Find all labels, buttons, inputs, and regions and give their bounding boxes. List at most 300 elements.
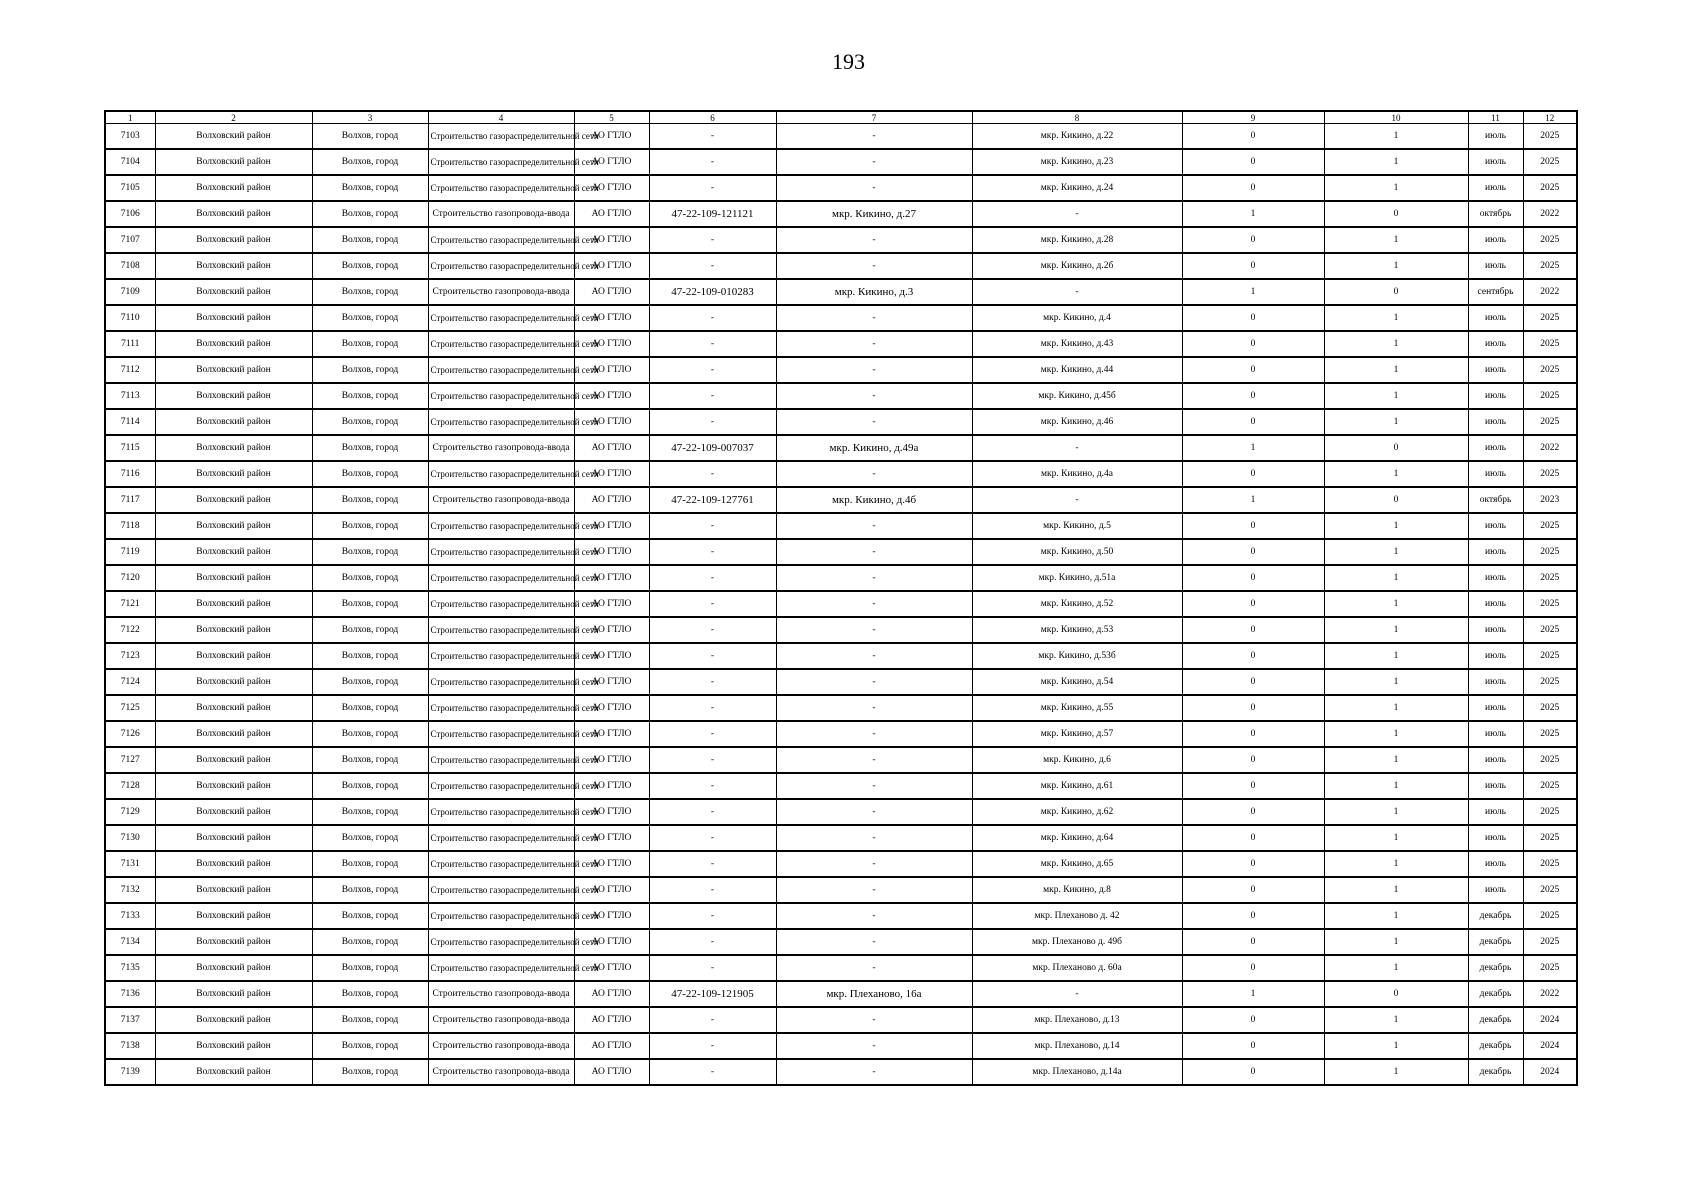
cell-count-network: 0 bbox=[1324, 435, 1468, 461]
cell-address-network: мкр. Плеханово д. 60а bbox=[972, 955, 1182, 981]
cell-row-number: 7113 bbox=[105, 383, 155, 409]
cell-object-code: - bbox=[649, 175, 776, 201]
cell-row-number: 7103 bbox=[105, 124, 155, 150]
cell-organization: АО ГТЛО bbox=[574, 487, 649, 513]
cell-count-network: 1 bbox=[1324, 929, 1468, 955]
cell-count-network: 1 bbox=[1324, 513, 1468, 539]
cell-month: июль bbox=[1468, 565, 1523, 591]
cell-object-code: - bbox=[649, 591, 776, 617]
cell-count-network: 1 bbox=[1324, 539, 1468, 565]
cell-district: Волховский район bbox=[155, 695, 312, 721]
cell-organization: АО ГТЛО bbox=[574, 305, 649, 331]
cell-month: июль bbox=[1468, 539, 1523, 565]
cell-settlement: Волхов, город bbox=[312, 565, 428, 591]
cell-object-code: - bbox=[649, 357, 776, 383]
cell-object-code: - bbox=[649, 253, 776, 279]
cell-count-input: 0 bbox=[1182, 669, 1324, 695]
cell-organization: АО ГТЛО bbox=[574, 461, 649, 487]
table-row bbox=[105, 773, 1577, 799]
cell-work-type: Строительство газораспределительной сети bbox=[428, 513, 574, 539]
cell-organization: АО ГТЛО bbox=[574, 357, 649, 383]
cell-row-number: 7120 bbox=[105, 565, 155, 591]
cell-organization: АО ГТЛО bbox=[574, 253, 649, 279]
cell-month: июль bbox=[1468, 305, 1523, 331]
cell-organization: АО ГТЛО bbox=[574, 409, 649, 435]
cell-organization: АО ГТЛО bbox=[574, 1033, 649, 1059]
cell-month: июль bbox=[1468, 773, 1523, 799]
cell-object-code: - bbox=[649, 773, 776, 799]
cell-count-network: 0 bbox=[1324, 201, 1468, 227]
cell-address-network: мкр. Кикино, д.6 bbox=[972, 747, 1182, 773]
cell-district: Волховский район bbox=[155, 124, 312, 150]
cell-row-number: 7104 bbox=[105, 149, 155, 175]
cell-address-input: - bbox=[776, 149, 972, 175]
cell-object-code: - bbox=[649, 149, 776, 175]
cell-organization: АО ГТЛО bbox=[574, 669, 649, 695]
cell-row-number: 7125 bbox=[105, 695, 155, 721]
cell-organization: АО ГТЛО bbox=[574, 929, 649, 955]
cell-work-type: Строительство газораспределительной сети bbox=[428, 539, 574, 565]
cell-settlement: Волхов, город bbox=[312, 201, 428, 227]
cell-row-number: 7135 bbox=[105, 955, 155, 981]
table-row bbox=[105, 1007, 1577, 1033]
cell-address-network: мкр. Плеханово, д.14 bbox=[972, 1033, 1182, 1059]
cell-row-number: 7121 bbox=[105, 591, 155, 617]
cell-count-network: 1 bbox=[1324, 1033, 1468, 1059]
cell-year: 2025 bbox=[1523, 305, 1577, 331]
cell-month: октябрь bbox=[1468, 201, 1523, 227]
cell-count-network: 1 bbox=[1324, 955, 1468, 981]
cell-year: 2025 bbox=[1523, 955, 1577, 981]
cell-count-network: 1 bbox=[1324, 851, 1468, 877]
cell-settlement: Волхов, город bbox=[312, 357, 428, 383]
cell-address-network: мкр. Кикино, д.51а bbox=[972, 565, 1182, 591]
cell-month: июль bbox=[1468, 331, 1523, 357]
cell-address-network: мкр. Кикино, д.52 bbox=[972, 591, 1182, 617]
cell-count-input: 0 bbox=[1182, 1033, 1324, 1059]
table-row bbox=[105, 981, 1577, 1007]
table-row bbox=[105, 825, 1577, 851]
cell-year: 2025 bbox=[1523, 175, 1577, 201]
cell-address-input: - bbox=[776, 669, 972, 695]
cell-row-number: 7132 bbox=[105, 877, 155, 903]
cell-count-network: 1 bbox=[1324, 124, 1468, 150]
cell-count-input: 0 bbox=[1182, 539, 1324, 565]
page-number: 193 bbox=[832, 49, 865, 74]
cell-row-number: 7107 bbox=[105, 227, 155, 253]
cell-work-type: Строительство газораспределительной сети bbox=[428, 331, 574, 357]
cell-year: 2025 bbox=[1523, 149, 1577, 175]
cell-row-number: 7127 bbox=[105, 747, 155, 773]
cell-count-network: 1 bbox=[1324, 617, 1468, 643]
cell-row-number: 7114 bbox=[105, 409, 155, 435]
cell-address-network: мкр. Кикино, д.2б bbox=[972, 253, 1182, 279]
cell-organization: АО ГТЛО bbox=[574, 279, 649, 305]
cell-work-type: Строительство газораспределительной сети bbox=[428, 695, 574, 721]
cell-address-input: - bbox=[776, 513, 972, 539]
cell-settlement: Волхов, город bbox=[312, 305, 428, 331]
cell-year: 2025 bbox=[1523, 331, 1577, 357]
cell-month: октябрь bbox=[1468, 487, 1523, 513]
cell-month: июль bbox=[1468, 799, 1523, 825]
column-header: 2 bbox=[155, 111, 312, 124]
cell-year: 2022 bbox=[1523, 201, 1577, 227]
table-row bbox=[105, 461, 1577, 487]
cell-month: июль bbox=[1468, 513, 1523, 539]
cell-district: Волховский район bbox=[155, 227, 312, 253]
cell-settlement: Волхов, город bbox=[312, 903, 428, 929]
cell-address-network: мкр. Кикино, д.65 bbox=[972, 851, 1182, 877]
cell-row-number: 7105 bbox=[105, 175, 155, 201]
cell-organization: АО ГТЛО bbox=[574, 175, 649, 201]
cell-address-network: мкр. Кикино, д.24 bbox=[972, 175, 1182, 201]
cell-work-type: Строительство газораспределительной сети bbox=[428, 643, 574, 669]
cell-address-input: - bbox=[776, 175, 972, 201]
cell-month: июль bbox=[1468, 357, 1523, 383]
cell-row-number: 7123 bbox=[105, 643, 155, 669]
cell-work-type: Строительство газопровода-ввода bbox=[428, 1033, 574, 1059]
cell-work-type: Строительство газопровода-ввода bbox=[428, 201, 574, 227]
cell-work-type: Строительство газораспределительной сети bbox=[428, 825, 574, 851]
cell-year: 2025 bbox=[1523, 695, 1577, 721]
cell-year: 2024 bbox=[1523, 1033, 1577, 1059]
cell-month: декабрь bbox=[1468, 903, 1523, 929]
cell-organization: АО ГТЛО bbox=[574, 227, 649, 253]
cell-address-network: - bbox=[972, 279, 1182, 305]
cell-work-type: Строительство газораспределительной сети bbox=[428, 124, 574, 150]
cell-work-type: Строительство газораспределительной сети bbox=[428, 747, 574, 773]
cell-year: 2025 bbox=[1523, 383, 1577, 409]
cell-object-code: - bbox=[649, 617, 776, 643]
cell-count-network: 1 bbox=[1324, 747, 1468, 773]
cell-month: июль bbox=[1468, 227, 1523, 253]
cell-count-input: 0 bbox=[1182, 617, 1324, 643]
cell-organization: АО ГТЛО bbox=[574, 643, 649, 669]
cell-year: 2025 bbox=[1523, 721, 1577, 747]
cell-settlement: Волхов, город bbox=[312, 929, 428, 955]
cell-address-input: - bbox=[776, 1033, 972, 1059]
cell-district: Волховский район bbox=[155, 513, 312, 539]
cell-settlement: Волхов, город bbox=[312, 149, 428, 175]
cell-district: Волховский район bbox=[155, 435, 312, 461]
cell-address-network: мкр. Кикино, д.62 bbox=[972, 799, 1182, 825]
cell-row-number: 7136 bbox=[105, 981, 155, 1007]
cell-work-type: Строительство газораспределительной сети bbox=[428, 591, 574, 617]
cell-address-input: мкр. Кикино, д.27 bbox=[776, 201, 972, 227]
column-header: 1 bbox=[105, 111, 155, 124]
cell-count-input: 0 bbox=[1182, 1059, 1324, 1085]
cell-month: июль bbox=[1468, 877, 1523, 903]
cell-work-type: Строительство газораспределительной сети bbox=[428, 721, 574, 747]
table-row bbox=[105, 357, 1577, 383]
cell-district: Волховский район bbox=[155, 1007, 312, 1033]
cell-address-network: мкр. Кикино, д.22 bbox=[972, 124, 1182, 150]
cell-work-type: Строительство газопровода-ввода bbox=[428, 487, 574, 513]
table-row bbox=[105, 227, 1577, 253]
cell-organization: АО ГТЛО bbox=[574, 877, 649, 903]
cell-count-input: 0 bbox=[1182, 357, 1324, 383]
cell-count-network: 1 bbox=[1324, 643, 1468, 669]
table-row bbox=[105, 799, 1577, 825]
cell-settlement: Волхов, город bbox=[312, 409, 428, 435]
cell-organization: АО ГТЛО bbox=[574, 1007, 649, 1033]
cell-address-input: - bbox=[776, 357, 972, 383]
cell-work-type: Строительство газораспределительной сети bbox=[428, 227, 574, 253]
cell-row-number: 7126 bbox=[105, 721, 155, 747]
cell-address-input: - bbox=[776, 695, 972, 721]
cell-work-type: Строительство газораспределительной сети bbox=[428, 253, 574, 279]
cell-object-code: - bbox=[649, 929, 776, 955]
cell-organization: АО ГТЛО bbox=[574, 695, 649, 721]
cell-count-input: 0 bbox=[1182, 929, 1324, 955]
cell-row-number: 7129 bbox=[105, 799, 155, 825]
cell-object-code: - bbox=[649, 227, 776, 253]
cell-organization: АО ГТЛО bbox=[574, 591, 649, 617]
cell-row-number: 7137 bbox=[105, 1007, 155, 1033]
column-header: 7 bbox=[776, 111, 972, 124]
cell-month: июль bbox=[1468, 643, 1523, 669]
cell-district: Волховский район bbox=[155, 253, 312, 279]
cell-address-input: мкр. Кикино, д.49а bbox=[776, 435, 972, 461]
cell-organization: АО ГТЛО bbox=[574, 825, 649, 851]
table-row bbox=[105, 201, 1577, 227]
cell-count-input: 1 bbox=[1182, 279, 1324, 305]
cell-organization: АО ГТЛО bbox=[574, 981, 649, 1007]
cell-month: декабрь bbox=[1468, 981, 1523, 1007]
cell-address-network: мкр. Кикино, д.61 bbox=[972, 773, 1182, 799]
table-row bbox=[105, 877, 1577, 903]
table-row bbox=[105, 955, 1577, 981]
cell-settlement: Волхов, город bbox=[312, 331, 428, 357]
cell-settlement: Волхов, город bbox=[312, 721, 428, 747]
cell-count-input: 0 bbox=[1182, 124, 1324, 150]
cell-object-code: - bbox=[649, 1059, 776, 1085]
cell-year: 2025 bbox=[1523, 877, 1577, 903]
cell-organization: АО ГТЛО bbox=[574, 799, 649, 825]
cell-count-input: 0 bbox=[1182, 461, 1324, 487]
cell-organization: АО ГТЛО bbox=[574, 773, 649, 799]
table-row bbox=[105, 903, 1577, 929]
cell-district: Волховский район bbox=[155, 617, 312, 643]
cell-address-input: мкр. Кикино, д.3 bbox=[776, 279, 972, 305]
cell-object-code: - bbox=[649, 124, 776, 150]
cell-month: июль bbox=[1468, 591, 1523, 617]
table-row bbox=[105, 695, 1577, 721]
column-header: 3 bbox=[312, 111, 428, 124]
cell-count-network: 1 bbox=[1324, 877, 1468, 903]
cell-settlement: Волхов, город bbox=[312, 435, 428, 461]
cell-address-input: мкр. Плеханово, 16а bbox=[776, 981, 972, 1007]
cell-address-input: - bbox=[776, 331, 972, 357]
cell-object-code: - bbox=[649, 747, 776, 773]
cell-organization: АО ГТЛО bbox=[574, 747, 649, 773]
cell-row-number: 7133 bbox=[105, 903, 155, 929]
column-header: 9 bbox=[1182, 111, 1324, 124]
cell-year: 2025 bbox=[1523, 929, 1577, 955]
cell-district: Волховский район bbox=[155, 331, 312, 357]
cell-month: июль bbox=[1468, 383, 1523, 409]
table-row bbox=[105, 669, 1577, 695]
cell-year: 2025 bbox=[1523, 409, 1577, 435]
cell-object-code: - bbox=[649, 383, 776, 409]
cell-year: 2025 bbox=[1523, 539, 1577, 565]
cell-row-number: 7111 bbox=[105, 331, 155, 357]
cell-work-type: Строительство газопровода-ввода bbox=[428, 981, 574, 1007]
cell-work-type: Строительство газораспределительной сети bbox=[428, 955, 574, 981]
cell-district: Волховский район bbox=[155, 149, 312, 175]
cell-address-input: - bbox=[776, 461, 972, 487]
cell-count-input: 0 bbox=[1182, 851, 1324, 877]
cell-organization: АО ГТЛО bbox=[574, 201, 649, 227]
cell-row-number: 7139 bbox=[105, 1059, 155, 1085]
cell-work-type: Строительство газораспределительной сети bbox=[428, 565, 574, 591]
cell-district: Волховский район bbox=[155, 747, 312, 773]
cell-work-type: Строительство газопровода-ввода bbox=[428, 1059, 574, 1085]
cell-object-code: - bbox=[649, 1033, 776, 1059]
cell-settlement: Волхов, город bbox=[312, 955, 428, 981]
cell-row-number: 7116 bbox=[105, 461, 155, 487]
data-table bbox=[104, 110, 1578, 1086]
cell-address-network: мкр. Кикино, д.55 bbox=[972, 695, 1182, 721]
cell-organization: АО ГТЛО bbox=[574, 513, 649, 539]
cell-address-network: мкр. Кикино, д.23 bbox=[972, 149, 1182, 175]
cell-settlement: Волхов, город bbox=[312, 124, 428, 150]
cell-work-type: Строительство газораспределительной сети bbox=[428, 305, 574, 331]
cell-organization: АО ГТЛО bbox=[574, 331, 649, 357]
cell-count-input: 0 bbox=[1182, 591, 1324, 617]
cell-district: Волховский район bbox=[155, 1059, 312, 1085]
cell-district: Волховский район bbox=[155, 955, 312, 981]
cell-address-network: мкр. Кикино, д.4 bbox=[972, 305, 1182, 331]
cell-row-number: 7131 bbox=[105, 851, 155, 877]
cell-count-input: 0 bbox=[1182, 227, 1324, 253]
cell-month: декабрь bbox=[1468, 1007, 1523, 1033]
cell-year: 2025 bbox=[1523, 903, 1577, 929]
cell-address-network: мкр. Кикино, д.64 bbox=[972, 825, 1182, 851]
cell-organization: АО ГТЛО bbox=[574, 851, 649, 877]
cell-object-code: 47-22-109-127761 bbox=[649, 487, 776, 513]
cell-count-network: 1 bbox=[1324, 695, 1468, 721]
cell-district: Волховский район bbox=[155, 591, 312, 617]
cell-object-code: - bbox=[649, 825, 776, 851]
cell-address-network: мкр. Кикино, д.8 bbox=[972, 877, 1182, 903]
cell-month: декабрь bbox=[1468, 955, 1523, 981]
cell-address-input: - bbox=[776, 591, 972, 617]
cell-organization: АО ГТЛО bbox=[574, 565, 649, 591]
cell-district: Волховский район bbox=[155, 565, 312, 591]
cell-count-network: 1 bbox=[1324, 669, 1468, 695]
cell-count-input: 1 bbox=[1182, 981, 1324, 1007]
cell-year: 2025 bbox=[1523, 253, 1577, 279]
cell-count-network: 1 bbox=[1324, 253, 1468, 279]
cell-year: 2025 bbox=[1523, 669, 1577, 695]
cell-address-input: - bbox=[776, 799, 972, 825]
cell-work-type: Строительство газораспределительной сети bbox=[428, 851, 574, 877]
cell-address-network: мкр. Кикино, д.57 bbox=[972, 721, 1182, 747]
cell-year: 2024 bbox=[1523, 1059, 1577, 1085]
cell-count-input: 0 bbox=[1182, 799, 1324, 825]
cell-district: Волховский район bbox=[155, 721, 312, 747]
cell-count-network: 1 bbox=[1324, 565, 1468, 591]
cell-month: июль bbox=[1468, 747, 1523, 773]
table-row bbox=[105, 747, 1577, 773]
cell-count-network: 1 bbox=[1324, 149, 1468, 175]
cell-count-network: 1 bbox=[1324, 175, 1468, 201]
cell-month: декабрь bbox=[1468, 1059, 1523, 1085]
cell-work-type: Строительство газопровода-ввода bbox=[428, 435, 574, 461]
cell-object-code: - bbox=[649, 409, 776, 435]
cell-work-type: Строительство газораспределительной сети bbox=[428, 409, 574, 435]
cell-count-network: 1 bbox=[1324, 1007, 1468, 1033]
cell-settlement: Волхов, город bbox=[312, 279, 428, 305]
cell-address-input: - bbox=[776, 565, 972, 591]
cell-work-type: Строительство газораспределительной сети bbox=[428, 383, 574, 409]
cell-district: Волховский район bbox=[155, 981, 312, 1007]
cell-address-network: мкр. Кикино, д.4а bbox=[972, 461, 1182, 487]
cell-settlement: Волхов, город bbox=[312, 669, 428, 695]
table-row bbox=[105, 435, 1577, 461]
cell-year: 2022 bbox=[1523, 435, 1577, 461]
cell-count-input: 0 bbox=[1182, 331, 1324, 357]
cell-organization: АО ГТЛО bbox=[574, 617, 649, 643]
cell-address-network: мкр. Кикино, д.5 bbox=[972, 513, 1182, 539]
cell-count-network: 1 bbox=[1324, 227, 1468, 253]
table-row bbox=[105, 305, 1577, 331]
cell-object-code: - bbox=[649, 695, 776, 721]
header-row bbox=[105, 111, 1577, 124]
cell-address-input: мкр. Кикино, д.4б bbox=[776, 487, 972, 513]
cell-settlement: Волхов, город bbox=[312, 513, 428, 539]
cell-address-network: мкр. Кикино, д.43 bbox=[972, 331, 1182, 357]
cell-address-network: мкр. Плеханово, д.14а bbox=[972, 1059, 1182, 1085]
cell-settlement: Волхов, город bbox=[312, 643, 428, 669]
cell-count-network: 1 bbox=[1324, 799, 1468, 825]
cell-district: Волховский район bbox=[155, 903, 312, 929]
cell-year: 2025 bbox=[1523, 513, 1577, 539]
cell-count-network: 1 bbox=[1324, 305, 1468, 331]
cell-district: Волховский район bbox=[155, 799, 312, 825]
cell-year: 2025 bbox=[1523, 773, 1577, 799]
cell-row-number: 7117 bbox=[105, 487, 155, 513]
cell-month: июль bbox=[1468, 721, 1523, 747]
cell-year: 2025 bbox=[1523, 591, 1577, 617]
cell-object-code: - bbox=[649, 565, 776, 591]
cell-district: Волховский район bbox=[155, 305, 312, 331]
cell-address-network: мкр. Кикино, д.45б bbox=[972, 383, 1182, 409]
cell-month: июль bbox=[1468, 851, 1523, 877]
cell-count-input: 0 bbox=[1182, 1007, 1324, 1033]
table-row bbox=[105, 383, 1577, 409]
cell-district: Волховский район bbox=[155, 409, 312, 435]
table-row bbox=[105, 721, 1577, 747]
cell-object-code: 47-22-109-010283 bbox=[649, 279, 776, 305]
cell-count-input: 0 bbox=[1182, 409, 1324, 435]
cell-district: Волховский район bbox=[155, 357, 312, 383]
cell-count-network: 0 bbox=[1324, 487, 1468, 513]
cell-row-number: 7108 bbox=[105, 253, 155, 279]
cell-address-network: мкр. Плеханово д. 42 bbox=[972, 903, 1182, 929]
cell-count-input: 0 bbox=[1182, 721, 1324, 747]
cell-row-number: 7134 bbox=[105, 929, 155, 955]
table-row bbox=[105, 279, 1577, 305]
cell-settlement: Волхов, город bbox=[312, 1007, 428, 1033]
cell-settlement: Волхов, город bbox=[312, 253, 428, 279]
cell-year: 2025 bbox=[1523, 461, 1577, 487]
cell-year: 2025 bbox=[1523, 825, 1577, 851]
cell-count-input: 0 bbox=[1182, 955, 1324, 981]
cell-address-input: - bbox=[776, 929, 972, 955]
table-row bbox=[105, 409, 1577, 435]
